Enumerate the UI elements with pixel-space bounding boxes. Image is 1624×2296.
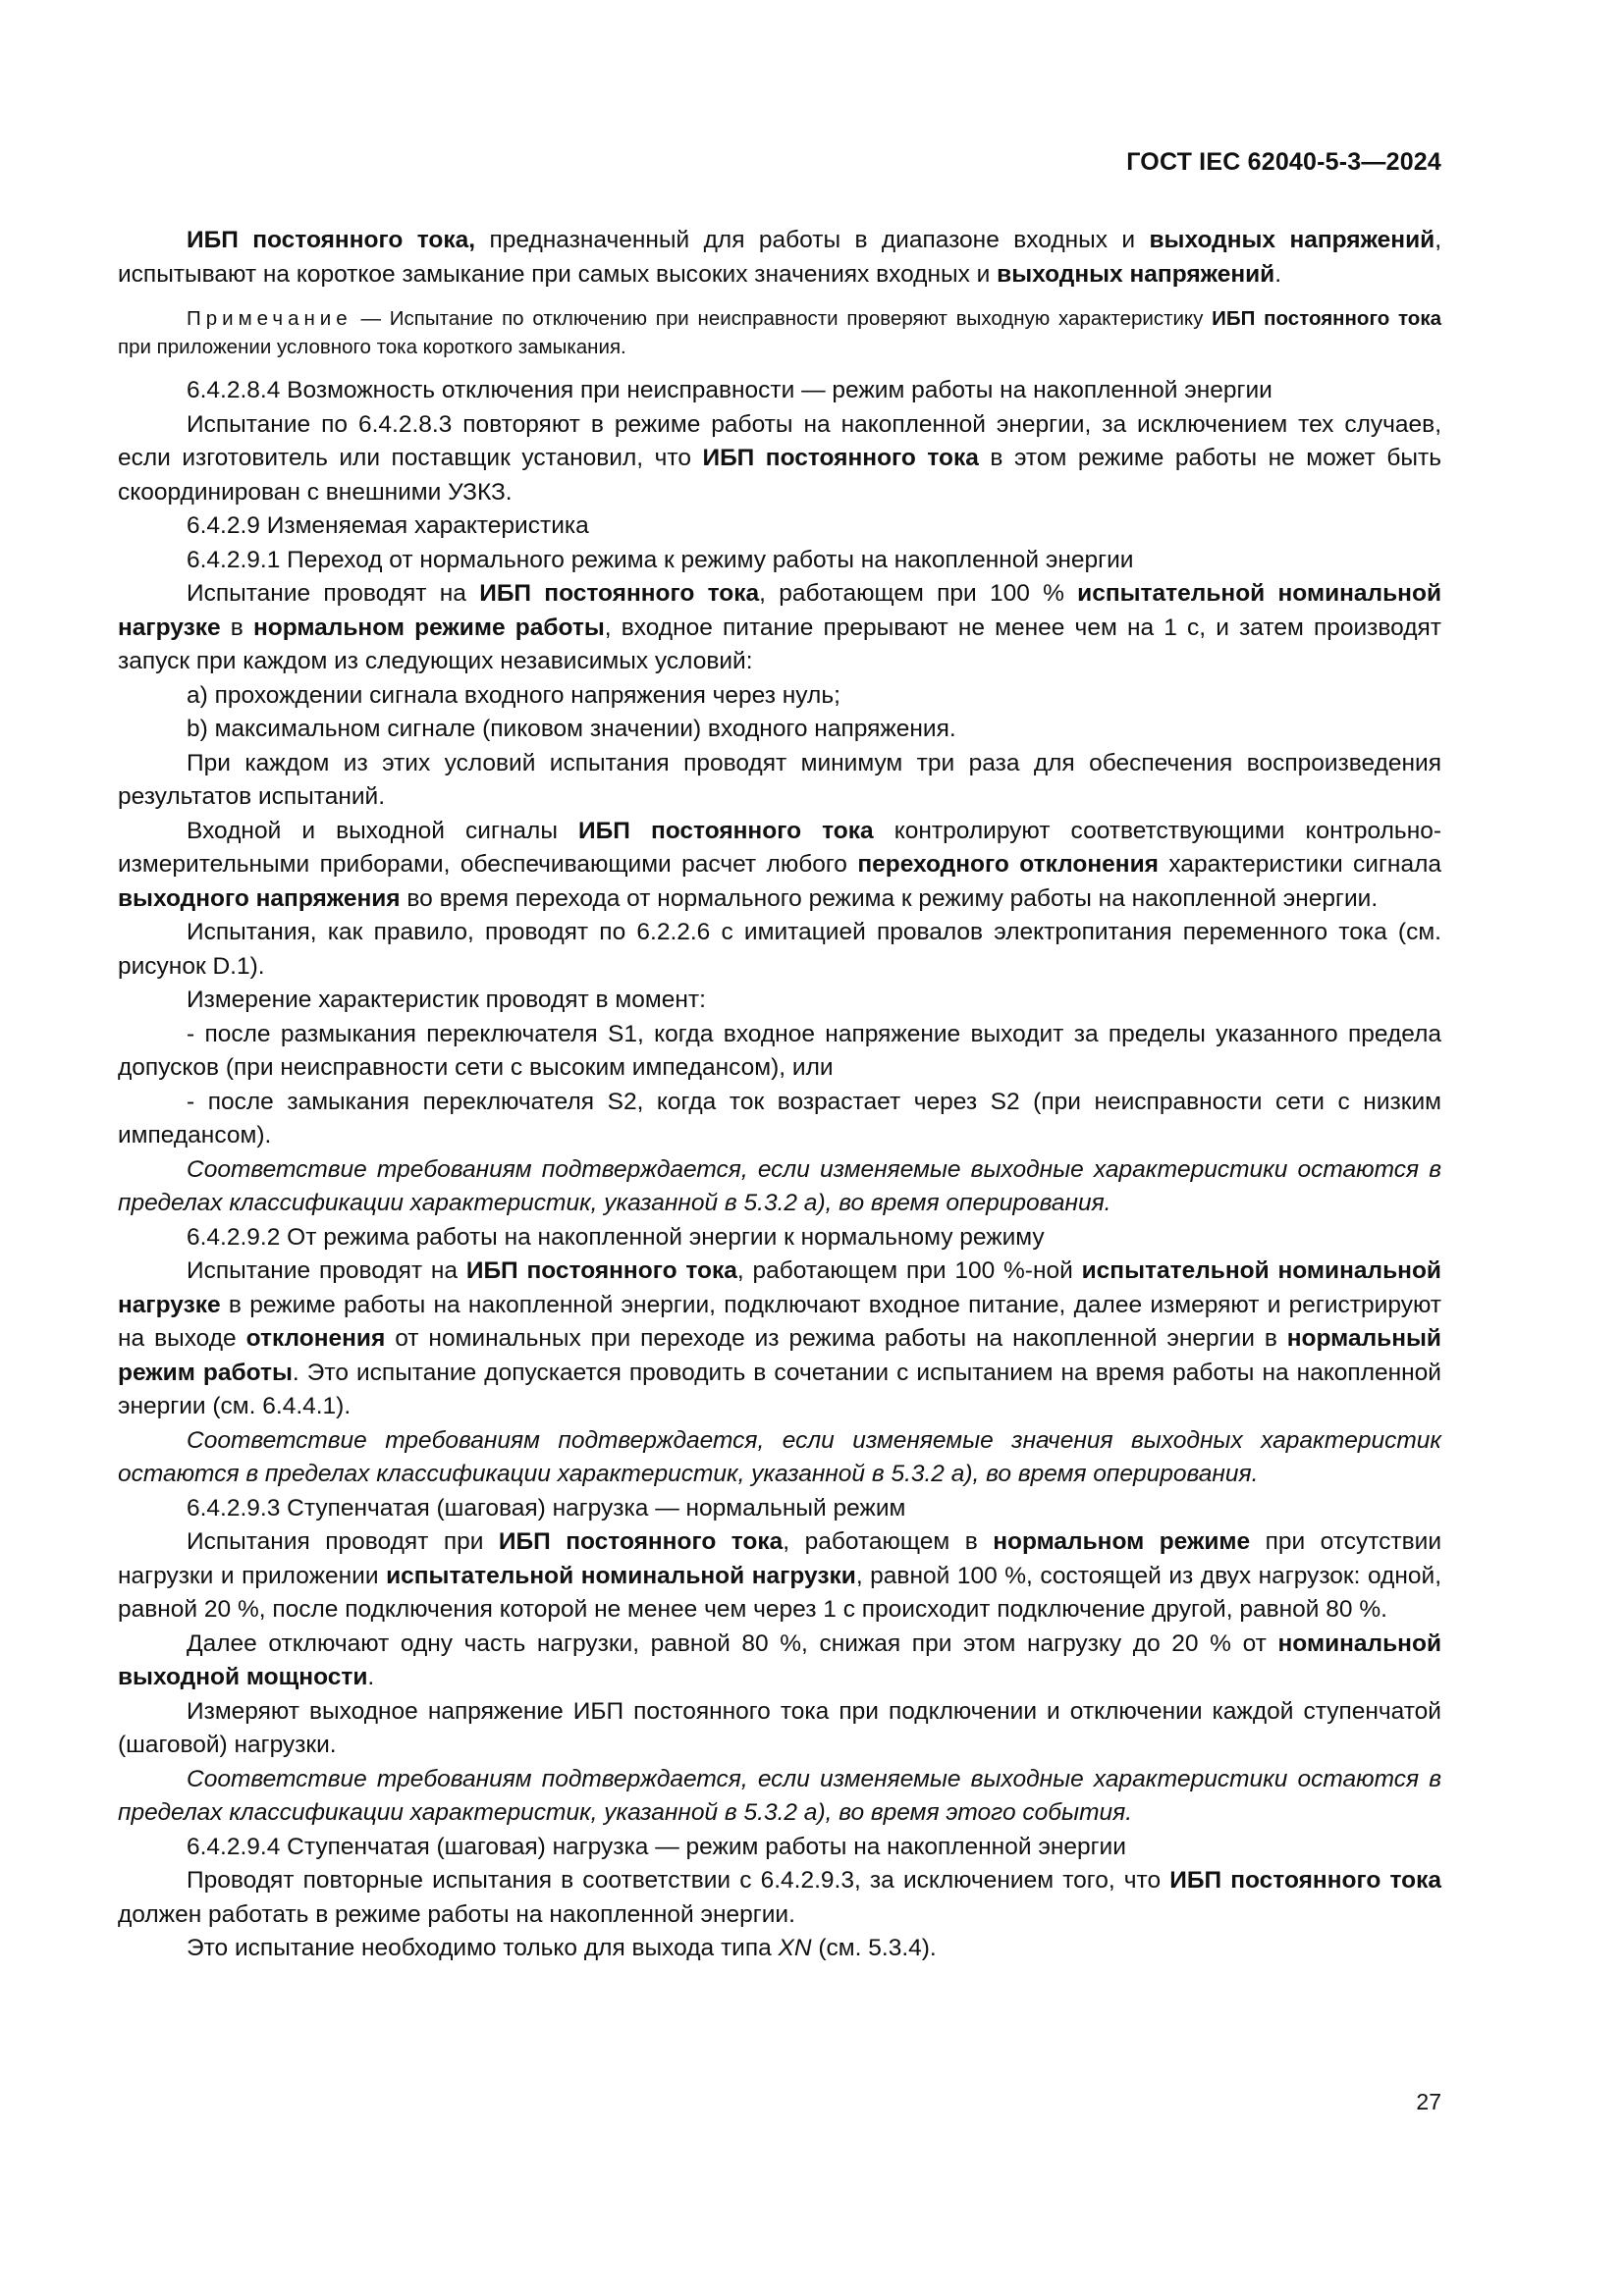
paragraph: При каждом из этих условий испытания проводят минимум три раза для обеспечения воспроизведения результатов испытаний. bbox=[118, 749, 1441, 810]
section-heading: 6.4.2.9.2 От режима работы на накопленной энергии к нормальному режиму bbox=[187, 1223, 1045, 1251]
paragraph: ИБП постоянного тока, предназначенный для работы в диапазоне входных и выходных напряжений, испытывают на короткое замыкание при самых высоких значениях входных и выходных напряжений. bbox=[118, 227, 1442, 288]
section-heading: 6.4.2.9.1 Переход от нормального режима к режиму работы на накопленной энергии bbox=[187, 546, 1134, 573]
paragraph: Измерение характеристик проводят в момент: bbox=[187, 987, 706, 1013]
paragraph: Испытания, как правило, проводят по 6.2.2.6 с имитацией провалов электропитания переменного тока (см. рисунок D.1). bbox=[118, 919, 1441, 980]
section-heading: 6.4.2.8.4 Возможность отключения при неисправности — режим работы на накопленной энергии bbox=[187, 377, 1272, 403]
section-heading: 6.4.2.9.4 Ступенчатая (шаговая) нагрузка — режим работы на накопленной энергии bbox=[187, 1833, 1126, 1860]
note-paragraph: Примечание — Испытание по отключению при неисправности проверяют выходную характеристику ИБП постоянного тока при приложении условного тока короткого замыкания. bbox=[118, 307, 1441, 358]
list-item: b) максимальном сигнале (пиковом значении) входного напряжения. bbox=[187, 716, 956, 742]
paragraph: Испытание по 6.4.2.8.3 повторяют в режиме работы на накопленной энергии, за исключением тех случаев, если изготовитель или поставщик установил, что ИБП постоянного тока в этом режиме работы не может быть скоординирован с внешними УЗКЗ. bbox=[118, 410, 1441, 506]
list-item: - после замыкания переключателя S2, когда ток возрастает через S2 (при неисправности сети с низким импедансом). bbox=[118, 1088, 1441, 1148]
compliance-statement: Соответствие требованиям подтверждается, если изменяемые выходные характеристики остаются в пределах классификации характеристик, указанной в 5.3.2 а), во время этого события. bbox=[118, 1765, 1441, 1826]
paragraph: Испытание проводят на ИБП постоянного тока, работающем при 100 % испытательной номинальной нагрузке в нормальном режиме работы, входное питание прерывают не менее чем на 1 с, и затем производят запуск при каждом из следующих независимых условий: bbox=[118, 580, 1441, 674]
list-item: - после размыкания переключателя S1, когда входное напряжение выходит за пределы указанного предела допусков (при неисправности сети с высоким импедансом), или bbox=[118, 1020, 1441, 1081]
section-heading: 6.4.2.9.3 Ступенчатая (шаговая) нагрузка — нормальный режим bbox=[187, 1494, 906, 1522]
list-item: а) прохождении сигнала входного напряжения через нуль; bbox=[187, 681, 840, 709]
paragraph: Испытание проводят на ИБП постоянного тока, работающем при 100 %-ной испытательной номинальной нагрузке в режиме работы на накопленной энергии, подключают входное питание, далее измеряют и регистрируют на выходе отклонения от номинальных при переходе из режима работы на накопленной энергии в нормальный режим работы. Это испытание допускается проводить в сочетании с испытанием на время работы на накопленной энергии (см. 6.4.4.1). bbox=[118, 1257, 1441, 1419]
document-body bbox=[118, 224, 1441, 1966]
paragraph: Измеряют выходное напряжение ИБП постоянного тока при подключении и отключении каждой ступенчатой (шаговой) нагрузки. bbox=[118, 1697, 1441, 1758]
paragraph: Проводят повторные испытания в соответствии с 6.4.2.9.3, за исключением того, что ИБП постоянного тока должен работать в режиме работы на накопленной энергии. bbox=[118, 1867, 1442, 1928]
paragraph: Испытания проводят при ИБП постоянного тока, работающем в нормальном режиме при отсутствии нагрузки и приложении испытательной номинальной нагрузки, равной 100 %, состоящей из двух нагрузок: одной, равной 20 %, после подключения которой не менее чем через 1 с происходит подключение другой, равной 80 %. bbox=[118, 1528, 1442, 1623]
paragraph: Далее отключают одну часть нагрузки, равной 80 %, снижая при этом нагрузку до 20 % от номинальной выходной мощности. bbox=[118, 1629, 1441, 1690]
page-number: 27 bbox=[1416, 2089, 1441, 2114]
paragraph: Входной и выходной сигналы ИБП постоянного тока контролируют соответствующими контрольно-измерительными приборами, обеспечивающими расчет любого переходного отклонения характеристики сигнала выходного напряжения во время перехода от нормального режима к режиму работы на накопленной энергии. bbox=[118, 817, 1442, 912]
section-heading: 6.4.2.9 Изменяемая характеристика bbox=[187, 512, 589, 539]
compliance-statement: Соответствие требованиям подтверждается, если изменяемые значения выходных характеристик остаются в пределах классификации характеристик, указанной в 5.3.2 а), во время оперирования. bbox=[118, 1426, 1441, 1487]
compliance-statement: Соответствие требованиям подтверждается, если изменяемые выходные характеристики остаются в пределах классификации характеристик, указанной в 5.3.2 а), во время оперирования. bbox=[118, 1155, 1441, 1216]
paragraph: Это испытание необходимо только для выхода типа XN (см. 5.3.4). bbox=[187, 1935, 937, 1961]
standard-header: ГОСТ IEC 62040-5-3—2024 bbox=[1126, 148, 1441, 176]
